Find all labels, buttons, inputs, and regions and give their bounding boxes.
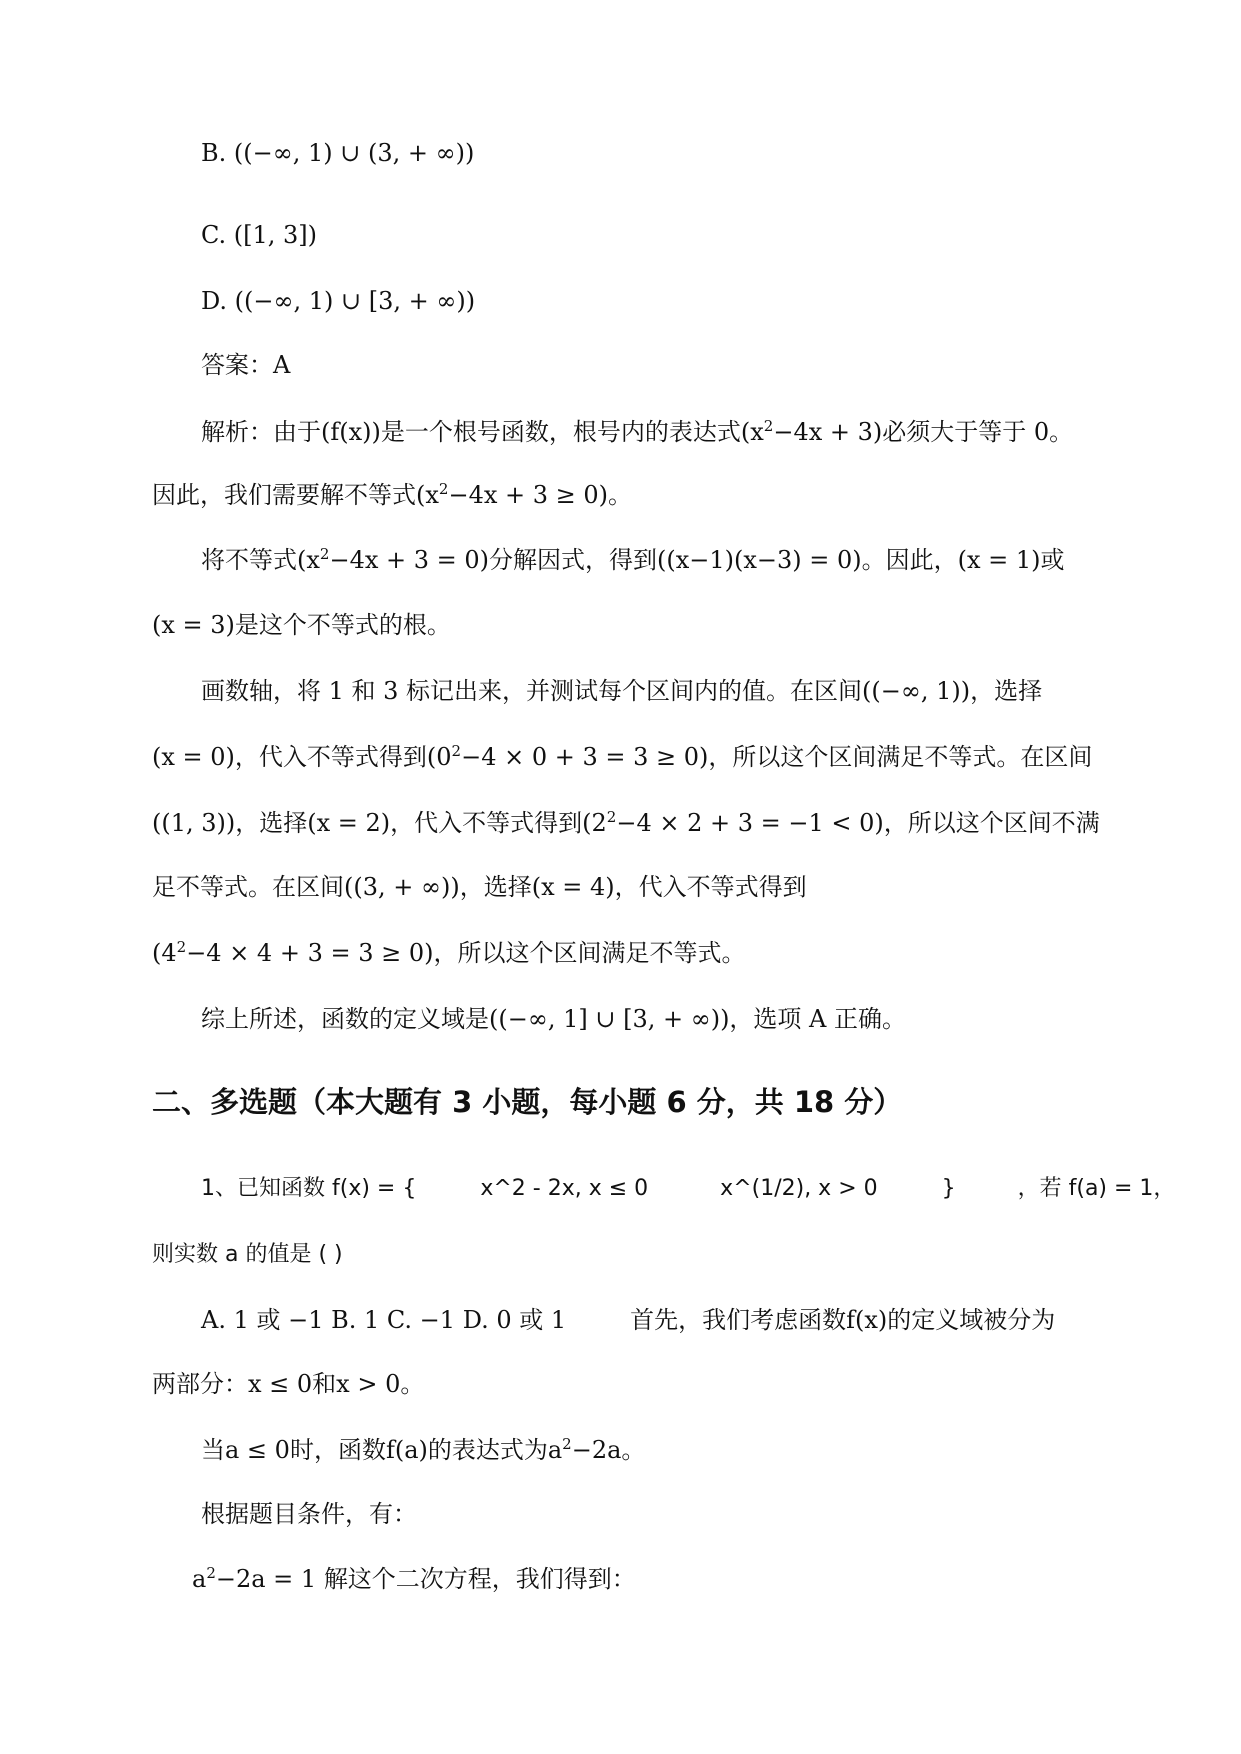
question-1-line-4: 两部分：x ≤ 0和x > 0。: [152, 1370, 425, 1398]
text-run: 将不等式(x: [201, 546, 320, 574]
text-run: −4x + 3)必须大于等于 0。: [773, 418, 1074, 446]
answer-choices: A. 1 或 −1 B. 1 C. −1 D. 0 或 1: [201, 1306, 567, 1334]
superscript: 2: [562, 1435, 572, 1453]
text-run: −4x + 3 = 0)分解因式，得到((x−1)(x−3) = 0)。因此，(x = 1)或: [329, 546, 1065, 574]
answer-line: 答案：A: [201, 351, 291, 379]
analysis-line-5: 画数轴，将 1 和 3 标记出来，并测试每个区间内的值。在区间((−∞, 1))，选择: [201, 677, 1043, 705]
analysis-line-6: [152, 740, 1092, 774]
section-heading: 二、多选题（本大题有 3 小题，每小题 6 分，共 18 分）: [152, 1085, 903, 1119]
text-run: (x = 0)，代入不等式得到(0: [152, 743, 452, 771]
text-run: (4: [152, 939, 177, 967]
analysis-line-9: [152, 936, 745, 970]
text-run: a: [192, 1565, 207, 1593]
text-run: 1、已知函数 f(x) = {: [201, 1176, 417, 1201]
text-run: ((1, 3))，选择(x = 2)，代入不等式得到(2: [152, 809, 607, 837]
text-run: 首先，我们考虑函数f(x)的定义域被分为: [630, 1306, 1056, 1334]
text-run: 因此，我们需要解不等式(x: [152, 481, 439, 509]
superscript: 2: [438, 480, 449, 498]
question-1-line-6: 根据题目条件，有：: [201, 1500, 417, 1528]
superscript: 2: [763, 417, 774, 435]
superscript: 2: [176, 938, 187, 956]
superscript: 2: [606, 808, 617, 826]
analysis-line-1: [201, 415, 1073, 449]
text-run: −2a。: [571, 1436, 646, 1464]
option-c: C. ([1, 3]): [201, 221, 318, 249]
text-run: −4 × 2 + 3 = −1 < 0)，所以这个区间不满: [616, 809, 1100, 837]
analysis-line-8: 足不等式。在区间((3, + ∞))，选择(x = 4)，代入不等式得到: [152, 873, 807, 901]
analysis-line-4: (x = 3)是这个不等式的根。: [152, 611, 451, 639]
superscript: 2: [319, 545, 330, 563]
analysis-line-3: [201, 543, 1065, 577]
option-b: B. ((−∞, 1) ∪ (3, + ∞)): [201, 139, 475, 167]
piecewise-case-1: x^2 - 2x, x ≤ 0: [480, 1176, 649, 1201]
text-run: −4 × 0 + 3 = 3 ≥ 0)，所以这个区间满足不等式。在区间: [461, 743, 1093, 771]
analysis-line-7: [152, 806, 1100, 840]
superscript: 2: [451, 742, 462, 760]
text-run: −4x + 3 ≥ 0)。: [448, 481, 633, 509]
text-run: ，若 f(a) = 1，: [1017, 1176, 1176, 1201]
question-1-line-5: [201, 1433, 645, 1467]
superscript: 2: [206, 1564, 216, 1582]
conclusion-line: 综上所述，函数的定义域是((−∞, 1] ∪ [3, + ∞))，选项 A 正确。: [201, 1005, 907, 1033]
text-run: −4 × 4 + 3 = 3 ≥ 0)，所以这个区间满足不等式。: [186, 939, 746, 967]
question-1-line-1: [201, 1172, 1175, 1206]
question-1-line-2: 则实数 a 的值是 ( ): [152, 1242, 343, 1267]
analysis-line-2: [152, 478, 632, 512]
text-run: −2a = 1 解这个二次方程，我们得到：: [215, 1565, 636, 1593]
text-run: 解析：由于(f(x))是一个根号函数，根号内的表达式(x: [201, 418, 764, 446]
text-run: }: [941, 1176, 956, 1201]
text-run: 当a ≤ 0时，函数f(a)的表达式为a: [201, 1436, 563, 1464]
piecewise-case-2: x^(1/2), x > 0: [720, 1176, 878, 1201]
option-d: D. ((−∞, 1) ∪ [3, + ∞)): [201, 287, 476, 315]
question-1-line-7: [192, 1562, 636, 1596]
question-1-line-3: [201, 1303, 1055, 1337]
